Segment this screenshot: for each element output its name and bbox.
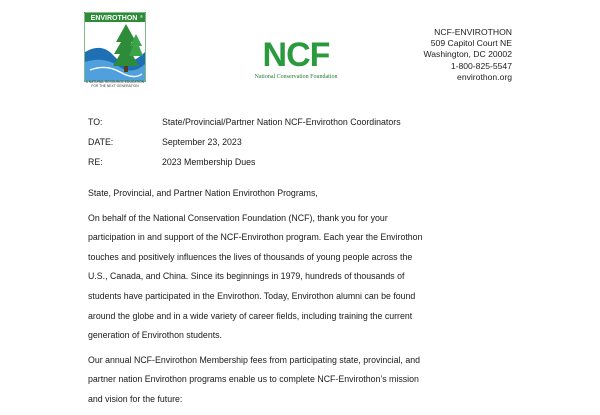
paragraph-line: On behalf of the National Conservation Foundation (NCF), thank you for your: [88, 212, 388, 223]
trademark-symbol: ®: [140, 14, 143, 19]
envirothon-tagline: A NATURAL RESOURCE EDUCATION FOR THE NEXT GENERATION: [85, 80, 145, 88]
paragraph-line: participation in and support of the NCF-Envirothon program. Each year the Envirothon: [88, 232, 423, 243]
memo-to-row: [88, 112, 401, 132]
paragraph-2: [88, 351, 518, 410]
envirothon-logo-graphic: [84, 12, 146, 82]
ncf-logo-name: National Conservation Foundation: [254, 74, 338, 80]
address-block: [423, 27, 512, 83]
memo-to-value: State/Provincial/Partner Nation NCF-Envirothon Coordinators: [162, 117, 401, 127]
paragraph-line: U.S., Canada, and China. Since its beginnings in 1979, hundreds of thousands of: [88, 271, 405, 282]
paragraph-line: generation of Envirothon students.: [88, 330, 222, 341]
memo-re-value: 2023 Membership Dues: [162, 157, 256, 167]
memo-re-label: RE:: [88, 157, 103, 167]
memo-date-row: [88, 132, 401, 152]
memo-re-row: [88, 152, 401, 172]
address-street: 509 Capitol Court NE: [430, 38, 512, 49]
paragraph-line: Our annual NCF-Envirothon Membership fees from participating state, provincial, and: [88, 354, 420, 365]
address-phone: 1-800-825-5547: [450, 60, 512, 71]
memo-date-value: September 23, 2023: [162, 137, 242, 147]
address-org: NCF-ENVIROTHON: [434, 27, 512, 37]
salutation: State, Provincial, and Partner Nation Envirothon Programs,: [88, 188, 318, 198]
paragraph-line: and vision for the future:: [88, 393, 183, 404]
address-city: Washington, DC 20002: [423, 49, 512, 60]
envirothon-logo: [84, 12, 146, 98]
envirothon-logo-text: ENVIROTHON: [90, 15, 138, 22]
paragraph-line: touches and positively influences the lives of thousands of young people across the: [88, 251, 413, 262]
memo-header: [88, 112, 401, 172]
memo-to-label: TO:: [88, 117, 103, 127]
ncf-logo-letters: NCF: [262, 36, 330, 74]
paragraph-line: partner nation Envirothon programs enable us to complete NCF-Envirothon’s mission: [88, 374, 419, 385]
letter-body: [88, 184, 518, 415]
paragraph-line: around the globe and in a wide variety of career fields, including training the current: [88, 310, 413, 321]
paragraph-1: [88, 209, 518, 346]
paragraph-line: students have participated in the Envirothon. Today, Envirothon alumni can be found: [88, 290, 416, 301]
address-website: envirothon.org: [457, 71, 512, 82]
memo-date-label: DATE:: [88, 137, 114, 147]
ncf-logo: [248, 38, 344, 82]
